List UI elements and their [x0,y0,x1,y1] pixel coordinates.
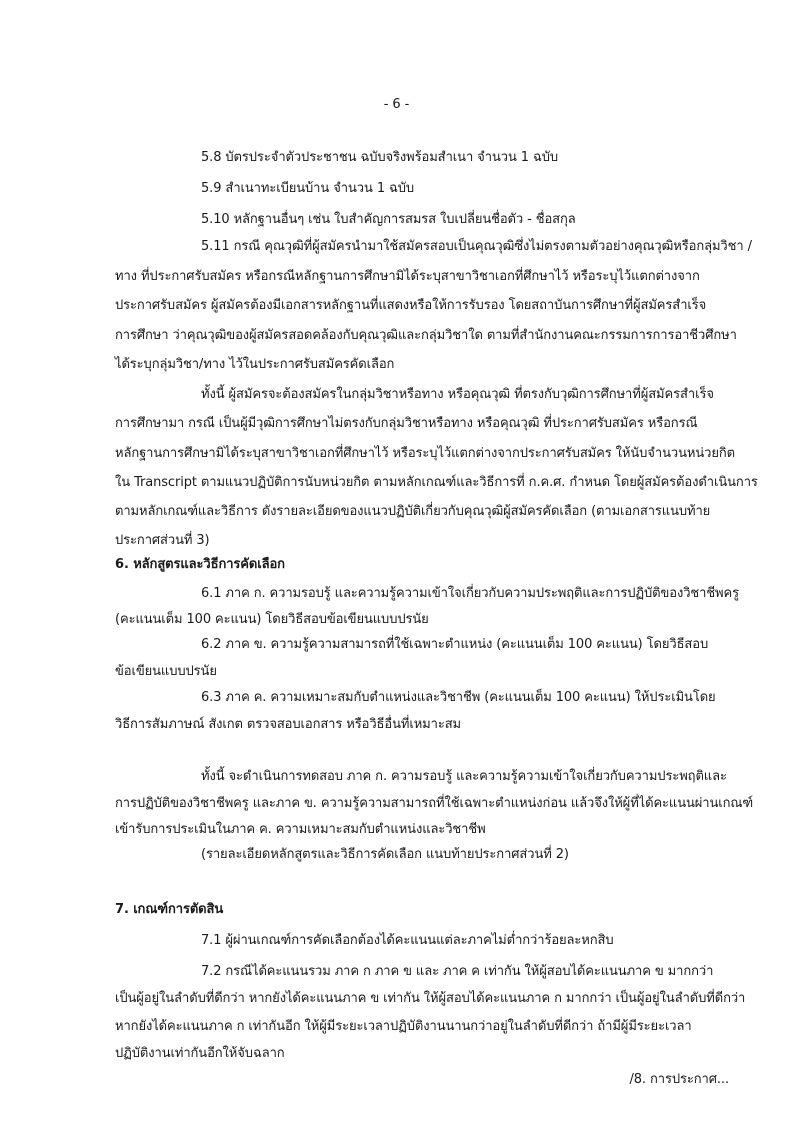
item-6-2-line: 6.2 ภาค ข. ความรู้ความสามารถที่ใช้เฉพาะตำแหน่ง (คะแนนเต็ม 100 คะแนน) โดยวิธีสอบ [201,637,709,652]
section-6-heading: 6. หลักสูตรและวิธีการคัดเลือก [115,557,285,572]
para-5-11-line: ประกาศรับสมัคร ผู้สมัครต้องมีเอกสารหลักฐานที่แสดงหรือให้การรับรอง โดยสถาบันการศึกษาที่ผู้สมัครสำเร็จ [115,298,707,313]
para-5-11-line: ได้ระบุกลุ่มวิชา/ทาง ไว้ในประกาศรับสมัครคัดเลือก [115,357,395,372]
item-7-1: 7.1 ผู้ผ่านเกณฑ์การคัดเลือกต้องได้คะแนนแต่ละภาคไม่ต่ำกว่าร้อยละหกสิบ [201,933,614,948]
para-tangni-line: การศึกษามา กรณี เป็นผู้มีวุฒิการศึกษาไม่ตรงกับกลุ่มวิชาหรือทาง หรือคุณวุฒิ ที่ประกาศรับสมัคร หรือกรณี [115,416,698,431]
item-7-2-line: 7.2 กรณีได้คะแนนรวม ภาค ก ภาค ข และ ภาค ค เท่ากัน ให้ผู้สอบได้คะแนนภาค ข มากกว่า [201,964,714,979]
section-6-note-line: ทั้งนี้ จะดำเนินการทดสอบ ภาค ก. ความรอบรู้ และความรู้ความเข้าใจเกี่ยวกับความประพฤติและ [201,769,727,784]
para-5-11-line: 5.11 กรณี คุณวุฒิที่ผู้สมัครนำมาใช้สมัครสอบเป็นคุณวุฒิซึ่งไม่ตรงตามตัวอย่างคุณวุฒิหรือกลุ่มวิชา / [201,239,752,254]
section-6-note-line: เข้ารับการประเมินในภาค ค. ความเหมาะสมกับตำแหน่งและวิชาชีพ [115,822,486,837]
section-6-note-line: การปฏิบัติของวิชาชีพครู และภาค ข. ความรู้ความสามารถที่ใช้เฉพาะตำแหน่งก่อน แล้วจึงให้ผู้ที่ได้คะแนนผ่านเกณฑ์ [115,796,754,811]
para-tangni-line: ประกาศส่วนที่ 3) [115,533,210,548]
para-5-11-line: การศึกษา ว่าคุณวุฒิของผู้สมัครสอดคล้องกับคุณวุฒิและกลุ่มวิชาใด ตามที่สำนักงานคณะกรรมการการอาชีวศึกษา [115,328,737,343]
para-5-11-line: ทาง ที่ประกาศรับสมัคร หรือกรณีหลักฐานการศึกษามิได้ระบุสาขาวิชาเอกที่ศึกษาไว้ หรือระบุไว้แตกต่างจาก [115,269,700,284]
para-tangni-line: ใน Transcript ตามแนวปฏิบัติการนับหน่วยกิต ตามหลักเกณฑ์และวิธีการที่ ก.ค.ศ. กำหนด โดยผู้สมัครต้องดำเนินการ [115,475,758,490]
item-5-9: 5.9 สำเนาทะเบียนบ้าน จำนวน 1 ฉบับ [201,181,415,196]
continuation-marker: /8. การประกาศ... [629,1072,729,1087]
item-6-1-line: (คะแนนเต็ม 100 คะแนน) โดยวิธีสอบข้อเขียนแบบปรนัย [115,612,429,627]
item-6-1-line: 6.1 ภาค ก. ความรอบรู้ และความรู้ความเข้าใจเกี่ยวกับความประพฤติและการปฏิบัติของวิชาชีพครู [201,586,740,601]
item-6-2-line: ข้อเขียนแบบปรนัย [115,664,217,679]
para-tangni-line: ตามหลักเกณฑ์และวิธีการ ดังรายละเอียดของแนวปฏิบัติเกี่ยวกับคุณวุฒิผู้สมัครคัดเลือก (ตามเอกสารแนบท้าย [115,504,711,519]
item-6-3-line: วิธีการสัมภาษณ์ สังเกต ตรวจสอบเอกสาร หรือวิธีอื่นที่เหมาะสม [115,717,462,732]
item-7-2-line: ปฏิบัติงานเท่ากันอีกให้จับฉลาก [115,1046,285,1061]
item-5-10: 5.10 หลักฐานอื่นๆ เช่น ใบสำคัญการสมรส ใบเปลี่ยนชื่อตัว - ชื่อสกุล [201,212,576,227]
page-number: - 6 - [383,97,410,112]
item-5-8: 5.8 บัตรประจำตัวประชาชน ฉบับจริงพร้อมสำเนา จำนวน 1 ฉบับ [201,150,559,165]
para-tangni-line: หลักฐานการศึกษามิได้ระบุสาขาวิชาเอกที่ศึกษาไว้ หรือระบุไว้แตกต่างจากประกาศรับสมัคร ให้นับจำนวนหน่วยกิต [115,446,735,461]
item-7-2-line: เป็นผู้อยู่ในลำดับที่ดีกว่า หากยังได้คะแนนภาค ข เท่ากัน ให้ผู้สอบได้คะแนนภาค ก มากกว่า เป็นผู้อยู่ในลำดับที่ดีกว่า [115,991,746,1006]
section-6-note-line: (รายละเอียดหลักสูตรและวิธีการคัดเลือก แนบท้ายประกาศส่วนที่ 2) [201,847,569,862]
item-6-3-line: 6.3 ภาค ค. ความเหมาะสมกับตำแหน่งและวิชาชีพ (คะแนนเต็ม 100 คะแนน) ให้ประเมินโดย [201,690,716,705]
section-7-heading: 7. เกณฑ์การตัดสิน [115,902,224,917]
para-tangni-line: ทั้งนี้ ผู้สมัครจะต้องสมัครในกลุ่มวิชาหรือทาง หรือคุณวุฒิ ที่ตรงกับวุฒิการศึกษาที่ผู้สมัครสำเร็จ [201,387,714,402]
item-7-2-line: หากยังได้คะแนนภาค ก เท่ากันอีก ให้ผู้มีระยะเวลาปฏิบัติงานนานกว่าอยู่ในลำดับที่ดีกว่า ถ้ามีผู้มีระยะเวลา [115,1019,692,1034]
